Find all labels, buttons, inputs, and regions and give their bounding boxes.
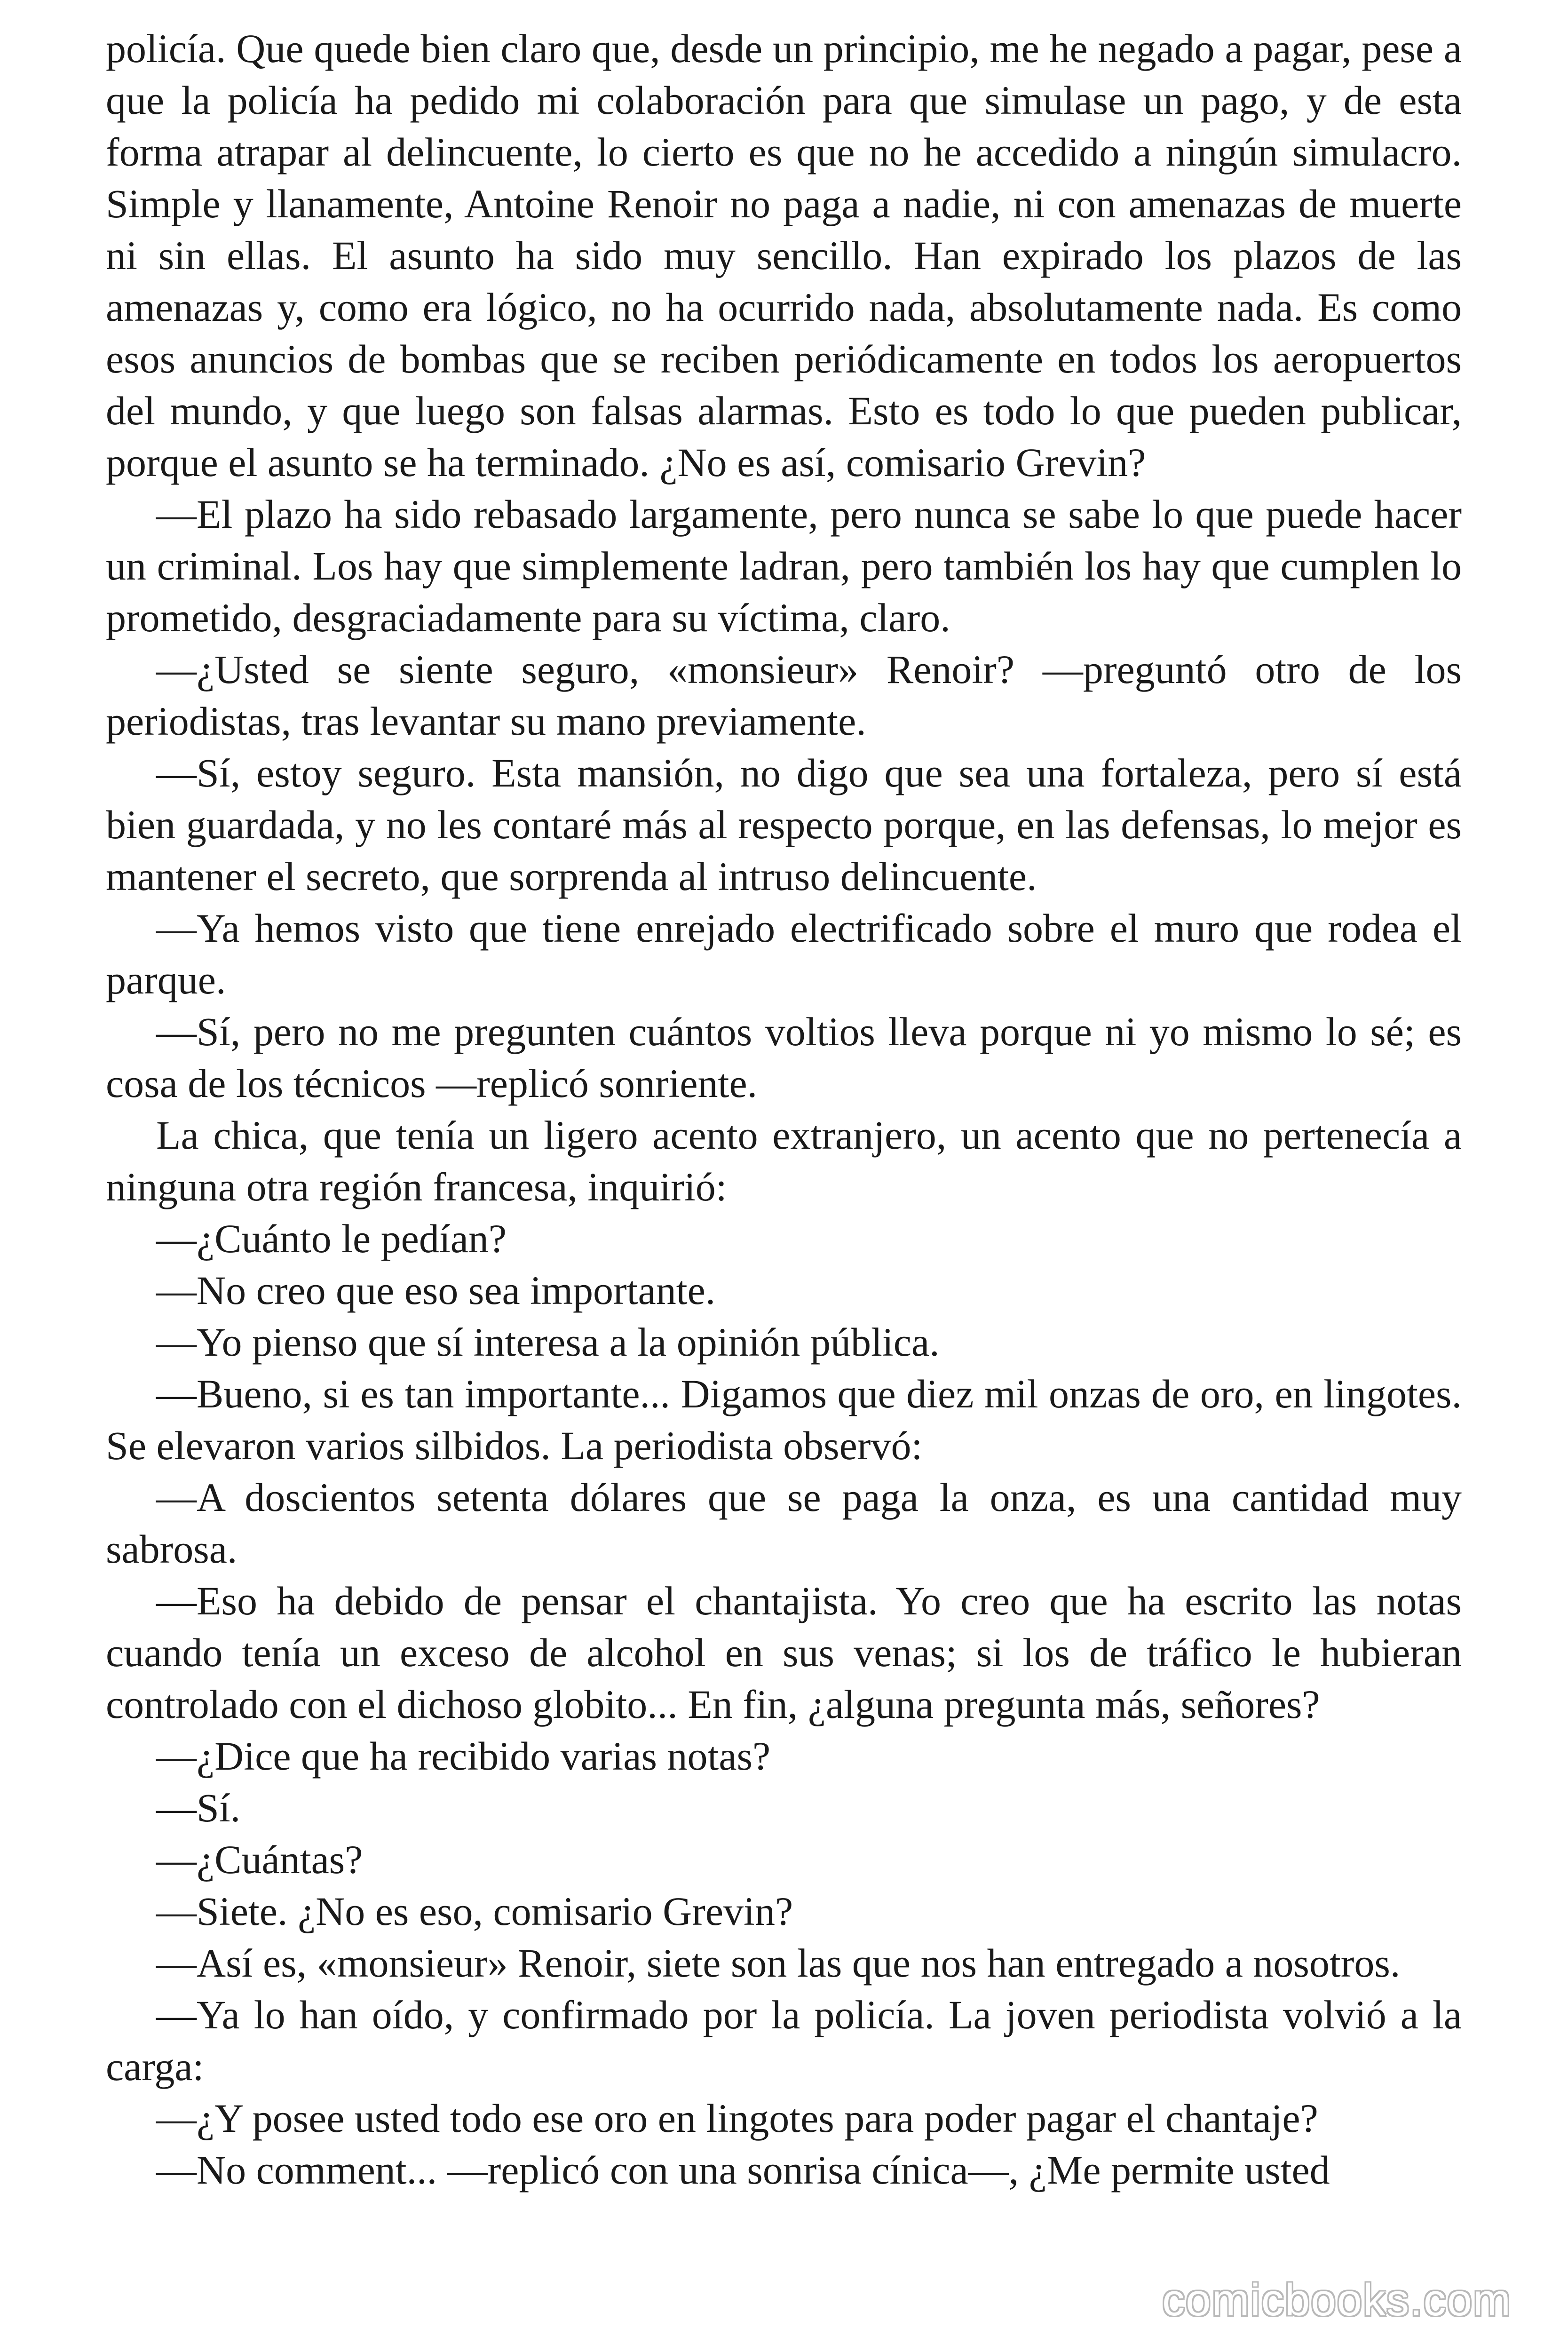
- paragraph-13: —Eso ha debido de pensar el chantajista. Yo creo que ha escrito las notas cuando tenía un exceso de alcohol en sus venas; si los de tráfico le hubieran controlado con el dichoso globito... En fin, ¿alguna pregunta más, señores?: [106, 1578, 1462, 1727]
- paragraph-19: —Ya lo han oído, y confirmado por la policía. La joven periodista volvió a la carga:: [106, 1992, 1462, 2089]
- paragraph-18: —Así es, «monsieur» Renoir, siete son las que nos han entregado a nosotros.: [156, 1940, 1401, 1986]
- paragraph-12: —A doscientos setenta dólares que se paga la onza, es una cantidad muy sabrosa.: [106, 1475, 1462, 1572]
- paragraph-15: —Sí.: [156, 1785, 241, 1830]
- paragraph-11: —Bueno, si es tan importante... Digamos que diez mil onzas de oro, en lingotes. Se elevaron varios silbidos. La periodista observó:: [106, 1371, 1462, 1468]
- paragraph-21: —No comment... —replicó con una sonrisa cínica—, ¿Me permite usted: [156, 2147, 1330, 2193]
- paragraph-7: La chica, que tenía un ligero acento extranjero, un acento que no pertenecía a ninguna otra región francesa, inquirió:: [106, 1112, 1462, 1209]
- paragraph-2: —El plazo ha sido rebasado largamente, pero nunca se sabe lo que puede hacer un criminal. Los hay que simplemente ladran, pero también los hay que cumplen lo prometido, desgraciadamente para su víctima, claro.: [106, 492, 1462, 640]
- paragraph-9: —No creo que eso sea importante.: [156, 1268, 716, 1313]
- paragraph-5: —Ya hemos visto que tiene enrejado electrificado sobre el muro que rodea el parque.: [106, 906, 1462, 1002]
- watermark-logo: comicbooks.com: [1162, 2275, 1512, 2325]
- paragraph-1: policía. Que quede bien claro que, desde un principio, me he negado a pagar, pese a que la policía ha pedido mi colaboración para que simulase un pago, y de esta forma atrapar al delincuente, lo cierto es que no he accedido a ningún simulacro. Simple y llanamente, Antoine Renoir no paga a nadie, ni con amenazas de muerte ni sin ellas. El asunto ha sido muy sencillo. Han expirado los plazos de las amenazas y, como era lógico, no ha ocurrido nada, absolutamente nada. Es como esos anuncios de bombas que se reciben periódicamente en todos los aeropuertos del mundo, y que luego son falsas alarmas. Esto es todo lo que pueden publicar, porque el asunto se ha terminado. ¿No es así, comisario Grevin?: [106, 26, 1462, 485]
- paragraph-6: —Sí, pero no me pregunten cuántos voltios lleva porque ni yo mismo lo sé; es cosa de los técnicos —replicó sonriente.: [106, 1009, 1462, 1106]
- book-page-text: [106, 23, 1462, 2196]
- paragraph-10: —Yo pienso que sí interesa a la opinión pública.: [156, 1319, 940, 1365]
- paragraph-3: —¿Usted se siente seguro, «monsieur» Renoir? —preguntó otro de los periodistas, tras levantar su mano previamente.: [106, 647, 1462, 744]
- paragraph-4: —Sí, estoy seguro. Esta mansión, no digo que sea una fortaleza, pero sí está bien guardada, y no les contaré más al respecto porque, en las defensas, lo mejor es mantener el secreto, que sorprenda al intruso delincuente.: [106, 750, 1462, 899]
- paragraph-14: —¿Dice que ha recibido varias notas?: [156, 1733, 771, 1779]
- paragraph-20: —¿Y posee usted todo ese oro en lingotes para poder pagar el chantaje?: [156, 2096, 1318, 2141]
- paragraph-16: —¿Cuántas?: [156, 1837, 363, 1882]
- paragraph-17: —Siete. ¿No es eso, comisario Grevin?: [156, 1889, 793, 1934]
- paragraph-8: —¿Cuánto le pedían?: [156, 1216, 507, 1261]
